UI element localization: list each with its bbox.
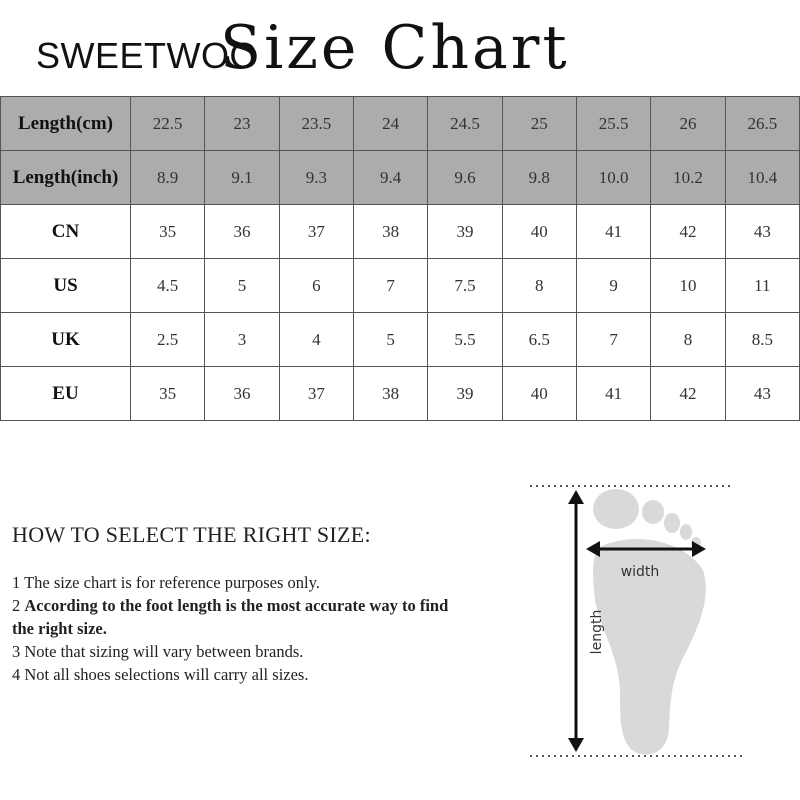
table-row bbox=[1, 97, 800, 151]
table-cell: 37 bbox=[279, 205, 353, 259]
table-cell: 38 bbox=[353, 205, 427, 259]
row-header: EU bbox=[1, 367, 131, 421]
guide-item bbox=[12, 594, 462, 640]
table-cell: 7.5 bbox=[428, 259, 502, 313]
row-header: CN bbox=[1, 205, 131, 259]
table-cell: 8.9 bbox=[131, 151, 205, 205]
table-cell: 5 bbox=[205, 259, 279, 313]
guide-item: 3 Note that sizing will vary between brands. bbox=[12, 642, 304, 661]
table-cell: 9.8 bbox=[502, 151, 576, 205]
table-cell: 43 bbox=[725, 367, 799, 421]
table-cell: 10.2 bbox=[651, 151, 725, 205]
table-cell: 8 bbox=[651, 313, 725, 367]
guide-item: 4 Not all shoes selections will carry all sizes. bbox=[12, 665, 309, 684]
table-cell: 5.5 bbox=[428, 313, 502, 367]
table-cell: 41 bbox=[576, 367, 650, 421]
guide-heading: HOW TO SELECT THE RIGHT SIZE: bbox=[12, 522, 371, 547]
table-cell: 9.1 bbox=[205, 151, 279, 205]
foot-illustration bbox=[520, 470, 790, 770]
guide-item: 1 The size chart is for reference purposes only. bbox=[12, 573, 320, 592]
table-cell: 2.5 bbox=[131, 313, 205, 367]
table-cell: 40 bbox=[502, 367, 576, 421]
table-cell: 42 bbox=[651, 205, 725, 259]
table-cell: 35 bbox=[131, 205, 205, 259]
table-cell: 37 bbox=[279, 367, 353, 421]
table-cell: 25.5 bbox=[576, 97, 650, 151]
table-cell: 9.4 bbox=[353, 151, 427, 205]
table-cell: 43 bbox=[725, 205, 799, 259]
table-cell: 6 bbox=[279, 259, 353, 313]
table-cell: 6.5 bbox=[502, 313, 576, 367]
table-cell: 5 bbox=[353, 313, 427, 367]
table-cell: 39 bbox=[428, 367, 502, 421]
table-cell: 42 bbox=[651, 367, 725, 421]
table-cell: 36 bbox=[205, 367, 279, 421]
table-cell: 3 bbox=[205, 313, 279, 367]
table-cell: 9 bbox=[576, 259, 650, 313]
table-cell: 23 bbox=[205, 97, 279, 151]
table-row bbox=[1, 205, 800, 259]
table-cell: 41 bbox=[576, 205, 650, 259]
table-cell: 23.5 bbox=[279, 97, 353, 151]
table-cell: 7 bbox=[353, 259, 427, 313]
table-cell: 22.5 bbox=[131, 97, 205, 151]
table-cell: 4 bbox=[279, 313, 353, 367]
table-cell: 25 bbox=[502, 97, 576, 151]
table-cell: 4.5 bbox=[131, 259, 205, 313]
table-cell: 10 bbox=[651, 259, 725, 313]
guide-item-emphasis: According to the foot length is the most accurate way to find the right size. bbox=[12, 596, 449, 638]
page-title: Size Chart bbox=[220, 13, 570, 83]
table-cell: 9.6 bbox=[428, 151, 502, 205]
table-row bbox=[1, 151, 800, 205]
table-cell: 36 bbox=[205, 205, 279, 259]
table-cell: 24 bbox=[353, 97, 427, 151]
width-label: width bbox=[620, 564, 660, 580]
table-cell: 39 bbox=[428, 205, 502, 259]
foot-measurement-diagram bbox=[520, 470, 790, 770]
table-cell: 24.5 bbox=[428, 97, 502, 151]
table-cell: 10.0 bbox=[576, 151, 650, 205]
table-cell: 26 bbox=[651, 97, 725, 151]
table-row bbox=[1, 259, 800, 313]
table-cell: 8.5 bbox=[725, 313, 799, 367]
table-cell: 35 bbox=[131, 367, 205, 421]
row-header: Length(inch) bbox=[1, 151, 131, 205]
row-header: US bbox=[1, 259, 131, 313]
table-cell: 7 bbox=[576, 313, 650, 367]
table-cell: 8 bbox=[502, 259, 576, 313]
table-cell: 10.4 bbox=[725, 151, 799, 205]
guide-item-number: 2 bbox=[12, 596, 25, 615]
table-cell: 40 bbox=[502, 205, 576, 259]
row-header: UK bbox=[1, 313, 131, 367]
table-row bbox=[1, 313, 800, 367]
brand-name: SWEETWOO bbox=[36, 35, 258, 76]
table-cell: 9.3 bbox=[279, 151, 353, 205]
table-cell: 26.5 bbox=[725, 97, 799, 151]
length-label: length bbox=[589, 609, 605, 655]
table-row bbox=[1, 367, 800, 421]
table-cell: 38 bbox=[353, 367, 427, 421]
table-cell: 11 bbox=[725, 259, 799, 313]
length-arrow-icon bbox=[568, 490, 584, 752]
size-chart-table bbox=[0, 96, 800, 421]
guide-list bbox=[12, 571, 462, 686]
row-header: Length(cm) bbox=[1, 97, 131, 151]
